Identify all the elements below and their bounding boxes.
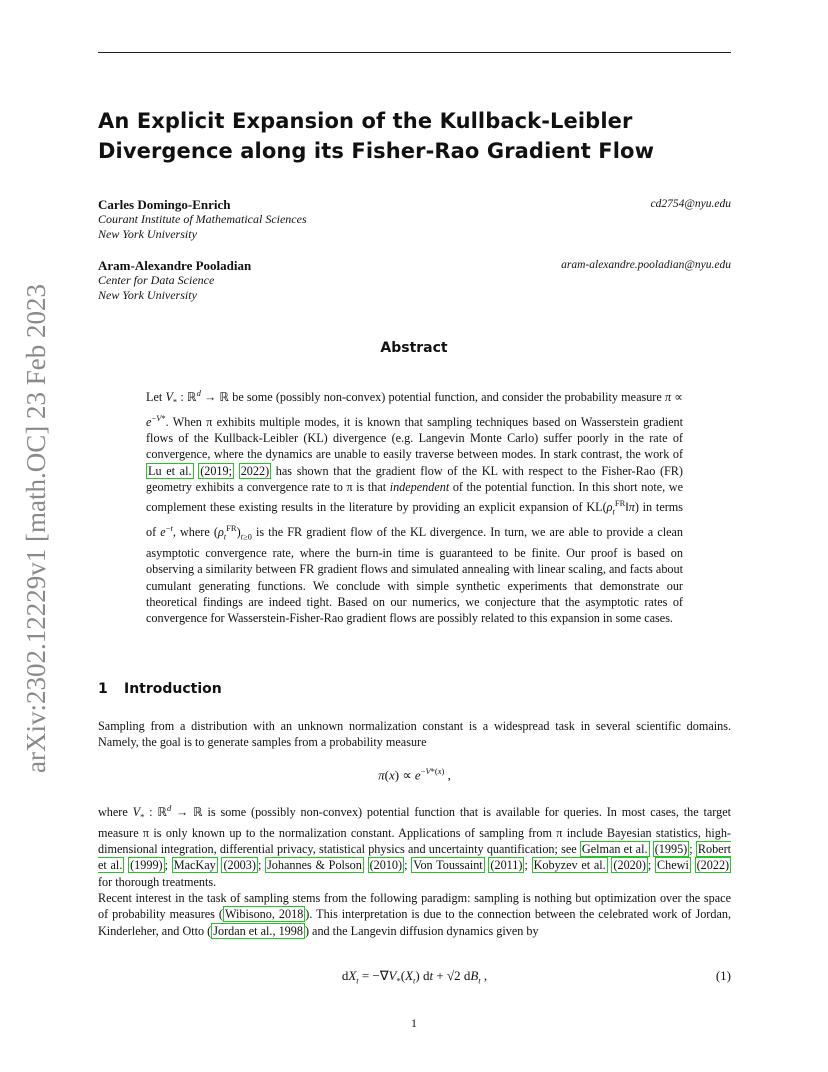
author-affiliation: Courant Institute of Mathematical Sciences [98, 212, 307, 226]
author-email[interactable]: aram-alexandre.pooladian@nyu.edu [561, 259, 731, 271]
author-name: Carles Domingo-Enrich [98, 197, 231, 212]
intro-paragraph-1: Sampling from a distribution with an unknown normalization constant is a widespread task in several scientific domains. Namely, the goal is to generate samples from a probability measure [98, 719, 731, 750]
author-affiliation: New York University [98, 288, 197, 302]
paper-title: An Explicit Expansion of the Kullback-Leibler Divergence along its Fisher-Rao Gradient Flow [98, 109, 655, 163]
citation-link[interactable]: (2019; [200, 463, 233, 478]
equation-number: (1) [715, 968, 731, 983]
citation-link[interactable]: 2022) [240, 463, 270, 478]
author-email[interactable]: cd2754@nyu.edu [650, 198, 731, 210]
citation-link[interactable]: (1995) [654, 842, 688, 857]
citation-link[interactable]: MacKay [173, 858, 216, 873]
intro-paragraph-3: Recent interest in the task of sampling stems from the following paradigm: sampling is nothing but optimization over the space of probability measures ( Wibisono, 2018 ). This interpretation is due to the connection between the celebrated work of Jordan, Kinderleher, and Otto ( Jordan et al., 1998 ) and the Langevin diffusion dynamics given by [98, 891, 731, 938]
citation-link[interactable]: Kobyzev et al. [533, 858, 606, 873]
author-block-1 [98, 197, 731, 242]
top-rule [98, 52, 731, 53]
author-affiliation: New York University [98, 227, 197, 241]
citation-link[interactable]: Wibisono, 2018 [224, 907, 304, 922]
citation-link[interactable]: Johannes & Polson [267, 858, 362, 873]
citation-link[interactable]: Lu et al. [148, 463, 192, 478]
section-heading: 1 Introduction [98, 681, 222, 697]
equation-langevin: $dX_t = -\nabla V_*(X_t)$ dt + √2 $dB_t$ , (1) [341, 968, 731, 986]
citation-link[interactable]: Von Toussaint [413, 858, 483, 873]
author-affiliation: Center for Data Science [98, 273, 215, 287]
citation-link[interactable]: (2003) [223, 858, 256, 873]
citation-link[interactable]: (2022) [696, 858, 730, 873]
citation-link[interactable]: Jordan et al., 1998 [213, 923, 303, 938]
citation-link[interactable]: (2020) [613, 858, 646, 873]
author-block-2 [98, 258, 731, 303]
intro-paragraph-2: where $V_*$ : ℝ$^d$ → ℝ is some (possibly non-convex) potential function that is available for queries. In most cases, the target measure π is only known up to the normalization constant. Applications of sampling from π include Bayesian statistics, high-dimensional integration, differential privacy, statistical physics and uncertainty quantification; see Gelman et al. (1995) ; Robert et al. (1999) ; MacKay (2003) ; Johannes & Polson (2010) ; Von Toussaint (2011) ; Kobyzev et al. (2020) ; Chewi (2022) for thorough treatments. [98, 803, 732, 889]
abstract-heading: Abstract [380, 340, 448, 356]
page-number: 1 [411, 1016, 417, 1030]
citation-link[interactable]: Gelman et al. [581, 842, 648, 857]
citation-link[interactable]: (1999) [130, 858, 163, 873]
citation-link[interactable]: Chewi [657, 858, 689, 873]
arxiv-identifier: arXiv:2302.12229v1 [math.OC] 23 Feb 2023 [21, 284, 51, 773]
author-name: Aram-Alexandre Pooladian [98, 258, 252, 273]
citation-link[interactable]: (2010) [369, 858, 403, 873]
citation-link[interactable]: Robert et al. [98, 842, 732, 873]
citation-link[interactable]: (2011) [490, 858, 523, 873]
equation-target-measure: $\pi(x) \propto e^{-V*(x)}$ , [378, 766, 451, 783]
abstract-text: Let $V_*$ : ℝ$^d$ → ℝ be some (possibly non-convex) potential function, and consider the probability measure $\pi \propto e^{-V*}$. When π exhibits multiple modes, it is known that sampling techniques based on Wasserstein gradient flows of the Kullback-Leibler (KL) divergence (e.g. Langevin Monte Carlo) suffer poorly in the rate of convergence, where the dynamics are unable to easily traverse between modes. In stark contrast, the work of Lu et al. (2019; 2022) has shown that the gradient flow of the KL with respect to the Fisher-Rao (FR) geometry exhibits a convergence rate to π is that independent of the potential function. In this short note, we complement these existing results in the literature by providing an explicit expansion of $KL(\rho_t^{FR}‖\pi)$ in terms of $e^{-t}$, where $(\rho_t^{FR})_{t\ge 0}$ is the FR gradient flow of the KL divergence. In turn, we are able to provide a clean asymptotic convergence rate, where the burn-in time is guaranteed to be finite. Our proof is based on observing a similarity between FR gradient flows and simulated annealing with linear scaling, and facts about cumulant generating functions. We conclude with simple synthetic experiments that demonstrate our theoretical findings are indeed tight. Based on our numerics, we conjecture that the asymptotic rates of convergence for Wasserstein-Fisher-Rao gradient flows are possibly related to this expansion in some cases. [146, 388, 684, 626]
